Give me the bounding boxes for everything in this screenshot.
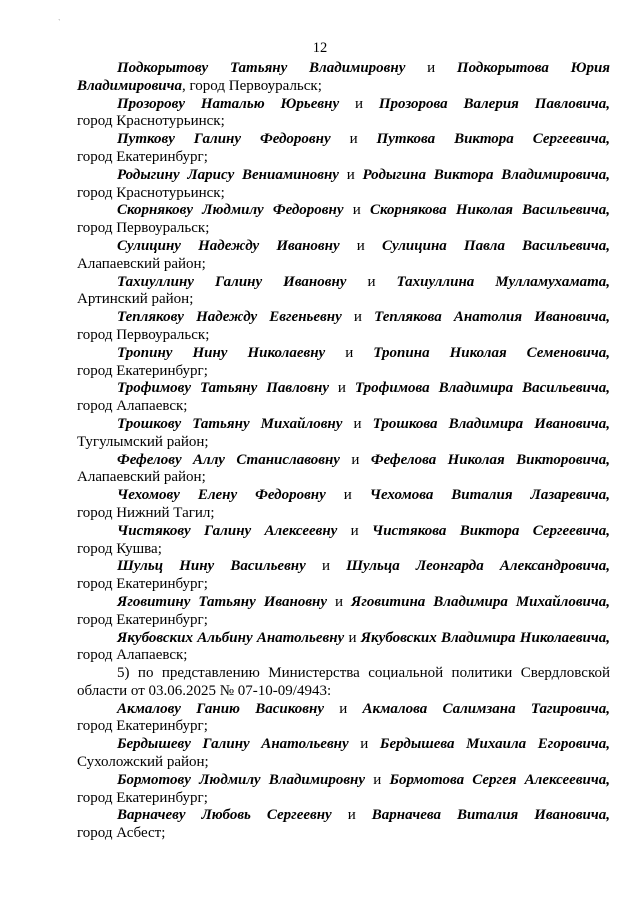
residence: город Екатеринбург; bbox=[77, 611, 208, 628]
residence: Алапаевский район; bbox=[77, 255, 206, 272]
list-item bbox=[77, 202, 610, 238]
conjunction: и bbox=[352, 202, 361, 219]
residence: город Екатеринбург; bbox=[77, 789, 208, 806]
entry-line-2 bbox=[77, 185, 610, 203]
conjunction: и bbox=[335, 593, 344, 610]
document-body bbox=[77, 60, 610, 843]
entry-line-2 bbox=[77, 434, 610, 452]
husband-name: Шульца Леонгарда Александровича, bbox=[346, 558, 610, 575]
entry-line-1 bbox=[77, 274, 610, 292]
residence: город Алапаевск; bbox=[77, 647, 188, 664]
husband-name: Путкова Виктора Сергеевича, bbox=[376, 131, 610, 148]
conjunction: и bbox=[356, 237, 365, 254]
entry-line-2 bbox=[77, 327, 610, 345]
conjunction: и bbox=[367, 273, 376, 290]
page-number: 12 bbox=[312, 40, 328, 56]
list-item bbox=[77, 167, 610, 203]
conjunction: и bbox=[351, 451, 360, 468]
wife-name: Фефелову Аллу Станиславовну bbox=[117, 451, 340, 468]
wife-name: Теплякову Надежду Евгеньевну bbox=[117, 309, 342, 326]
residence: город Нижний Тагил; bbox=[77, 504, 215, 521]
list-item bbox=[77, 558, 610, 594]
entry-line-1 bbox=[77, 416, 610, 434]
husband-name: Трошкова Владимира Ивановича, bbox=[372, 415, 610, 432]
husband-name: Якубовских Владимира Николаевича, bbox=[360, 629, 610, 646]
husband-name: Бердышева Михаила Егоровича, bbox=[379, 736, 610, 753]
husband-name: Варначева Виталия Ивановича, bbox=[371, 807, 610, 824]
entry-line-1 bbox=[77, 131, 610, 149]
husband-name: Фефелова Николая Викторовича, bbox=[370, 451, 610, 468]
conjunction: и bbox=[427, 60, 436, 76]
husband-name: Тропина Николая Семеновича, bbox=[373, 344, 610, 361]
husband-name: Чистякова Виктора Сергеевича, bbox=[371, 522, 610, 539]
residence: город Краснотурьинск; bbox=[77, 184, 225, 201]
list-item bbox=[77, 309, 610, 345]
entry-line-2 bbox=[77, 790, 610, 808]
entry-line-1 bbox=[77, 60, 610, 78]
entry-line-2 bbox=[77, 398, 610, 416]
husband-name: Скорнякова Николая Васильевича, bbox=[369, 202, 610, 219]
conjunction: и bbox=[347, 807, 356, 824]
section-5-intro bbox=[77, 665, 610, 701]
entry-line-2 bbox=[77, 469, 610, 487]
wife-name: Трофимову Татьяну Павловну bbox=[117, 380, 329, 397]
wife-name: Родыгину Ларису Вениаминовну bbox=[117, 166, 339, 183]
wife-name: Путкову Галину Федоровну bbox=[117, 131, 331, 148]
husband-name: Родыгина Виктора Владимировича, bbox=[362, 166, 610, 183]
entry-line-2 bbox=[77, 718, 610, 736]
husband-name: Бормотова Сергея Алексеевича, bbox=[389, 771, 610, 788]
entry-line-2 bbox=[77, 220, 610, 238]
list-item bbox=[77, 60, 610, 96]
corner-mark: ` bbox=[58, 18, 61, 27]
husband-name: Чехомова Виталия Лазаревича, bbox=[369, 487, 610, 504]
wife-name: Сулицину Надежду Ивановну bbox=[117, 237, 340, 254]
list-item bbox=[77, 380, 610, 416]
list-item bbox=[77, 487, 610, 523]
wife-name: Чехомову Елену Федоровну bbox=[117, 487, 326, 504]
conjunction: и bbox=[350, 522, 359, 539]
wife-name: Якубовских Альбину Анатольевну bbox=[117, 629, 345, 646]
list-item bbox=[77, 274, 610, 310]
wife-name: Яговитину Татьяну Ивановну bbox=[117, 593, 328, 610]
entry-line-2 bbox=[77, 78, 610, 96]
list-item bbox=[77, 594, 610, 630]
husband-name: Подкорытова Юрия bbox=[456, 60, 610, 76]
residence: город Первоуральск; bbox=[77, 220, 210, 237]
wife-name: Акмалову Ганию Васиковну bbox=[117, 700, 324, 717]
list-item bbox=[77, 523, 610, 559]
husband-patronymic: Владимировича bbox=[77, 77, 183, 94]
husband-name: Теплякова Анатолия Ивановича, bbox=[374, 309, 610, 326]
husband-name: Прозорова Валерия Павловича, bbox=[378, 95, 610, 112]
entry-line-2 bbox=[77, 612, 610, 630]
conjunction: и bbox=[348, 629, 357, 646]
conjunction: и bbox=[373, 771, 382, 788]
wife-name: Варначеву Любовь Сергеевну bbox=[117, 807, 332, 824]
list-item bbox=[77, 345, 610, 381]
conjunction: и bbox=[339, 700, 348, 717]
residence: Алапаевский район; bbox=[77, 469, 206, 486]
section-5-line-1: 5) по представлению Министерства социальной политики Свердловской bbox=[117, 665, 610, 682]
list-item bbox=[77, 701, 610, 737]
conjunction: и bbox=[337, 380, 346, 397]
residence: город Алапаевск; bbox=[77, 398, 188, 415]
conjunction: и bbox=[321, 558, 330, 575]
entry-line-2 bbox=[77, 291, 610, 309]
award-list-part-4 bbox=[77, 60, 610, 665]
wife-name: Бормотову Людмилу Владимировну bbox=[117, 771, 366, 788]
conjunction: и bbox=[345, 344, 354, 361]
residence: , город Первоуральск; bbox=[182, 77, 322, 94]
residence: город Екатеринбург; bbox=[77, 718, 208, 735]
entry-line-1 bbox=[77, 701, 610, 719]
husband-name: Акмалова Салимзана Тагировича, bbox=[362, 700, 610, 717]
entry-line-2 bbox=[77, 363, 610, 381]
wife-name: Скорнякову Людмилу Федоровну bbox=[117, 202, 344, 219]
entry-line-2 bbox=[77, 505, 610, 523]
list-item bbox=[77, 807, 610, 843]
list-item bbox=[77, 772, 610, 808]
entry-line-1 bbox=[77, 380, 610, 398]
entry-line-2 bbox=[77, 256, 610, 274]
wife-name: Шульц Нину Васильевну bbox=[117, 558, 306, 575]
entry-line-1 bbox=[77, 96, 610, 114]
residence: город Кушва; bbox=[77, 540, 162, 557]
entry-line-1 bbox=[77, 736, 610, 754]
conjunction: и bbox=[346, 166, 355, 183]
wife-name: Трошкову Татьяну Михайловну bbox=[117, 415, 343, 432]
conjunction: и bbox=[343, 487, 352, 504]
residence: Тугулымский район; bbox=[77, 433, 209, 450]
residence: город Первоуральск; bbox=[77, 326, 210, 343]
residence: Сухоложский район; bbox=[77, 754, 209, 771]
entry-line-1 bbox=[77, 772, 610, 790]
husband-name: Трофимова Владимира Васильевича, bbox=[354, 380, 610, 397]
entry-line-1 bbox=[77, 594, 610, 612]
entry-line-1 bbox=[77, 630, 610, 648]
wife-name: Подкорытову Татьяну Владимировну bbox=[117, 60, 406, 76]
residence: город Асбест; bbox=[77, 825, 166, 842]
residence: Артинский район; bbox=[77, 291, 194, 308]
wife-name: Тахиуллину Галину Ивановну bbox=[117, 273, 347, 290]
entry-line-2 bbox=[77, 576, 610, 594]
wife-name: Тропину Нину Николаевну bbox=[117, 344, 326, 361]
husband-name: Тахиуллина Мулламухамата, bbox=[396, 273, 610, 290]
residence: город Екатеринбург; bbox=[77, 148, 208, 165]
entry-line-2 bbox=[77, 647, 610, 665]
entry-line-1 bbox=[77, 558, 610, 576]
list-item bbox=[77, 736, 610, 772]
list-item bbox=[77, 416, 610, 452]
entry-line-2 bbox=[77, 149, 610, 167]
conjunction: и bbox=[354, 95, 364, 112]
list-item bbox=[77, 131, 610, 167]
wife-name: Чистякову Галину Алексеевну bbox=[117, 522, 338, 539]
entry-line-2 bbox=[77, 754, 610, 772]
entry-line-1 bbox=[77, 202, 610, 220]
entry-line-1 bbox=[77, 807, 610, 825]
entry-line-2 bbox=[77, 825, 610, 843]
list-item bbox=[77, 452, 610, 488]
award-list-part-5 bbox=[77, 701, 610, 843]
entry-line-1 bbox=[77, 345, 610, 363]
entry-line-1 bbox=[77, 452, 610, 470]
entry-line-1 bbox=[77, 309, 610, 327]
husband-name: Сулицина Павла Васильевича, bbox=[381, 237, 610, 254]
conjunction: и bbox=[349, 131, 358, 148]
section-5-line-2: области от 03.06.2025 № 07-10-09/4943: bbox=[77, 682, 332, 699]
wife-name: Бердышеву Галину Анатольевну bbox=[117, 736, 349, 753]
conjunction: и bbox=[353, 309, 362, 326]
entry-line-2 bbox=[77, 541, 610, 559]
entry-line-1 bbox=[77, 238, 610, 256]
conjunction: и bbox=[353, 415, 362, 432]
entry-line-1 bbox=[77, 487, 610, 505]
entry-line-1 bbox=[77, 523, 610, 541]
residence: город Краснотурьинск; bbox=[77, 113, 225, 130]
wife-name: Прозорову Наталью Юрьевну bbox=[117, 95, 340, 112]
list-item bbox=[77, 238, 610, 274]
list-item bbox=[77, 630, 610, 666]
list-item bbox=[77, 96, 610, 132]
entry-line-1 bbox=[77, 167, 610, 185]
residence: город Екатеринбург; bbox=[77, 362, 208, 379]
husband-name: Яговитина Владимира Михайловича, bbox=[351, 593, 610, 610]
residence: город Екатеринбург; bbox=[77, 576, 208, 593]
conjunction: и bbox=[360, 736, 369, 753]
entry-line-2 bbox=[77, 113, 610, 131]
